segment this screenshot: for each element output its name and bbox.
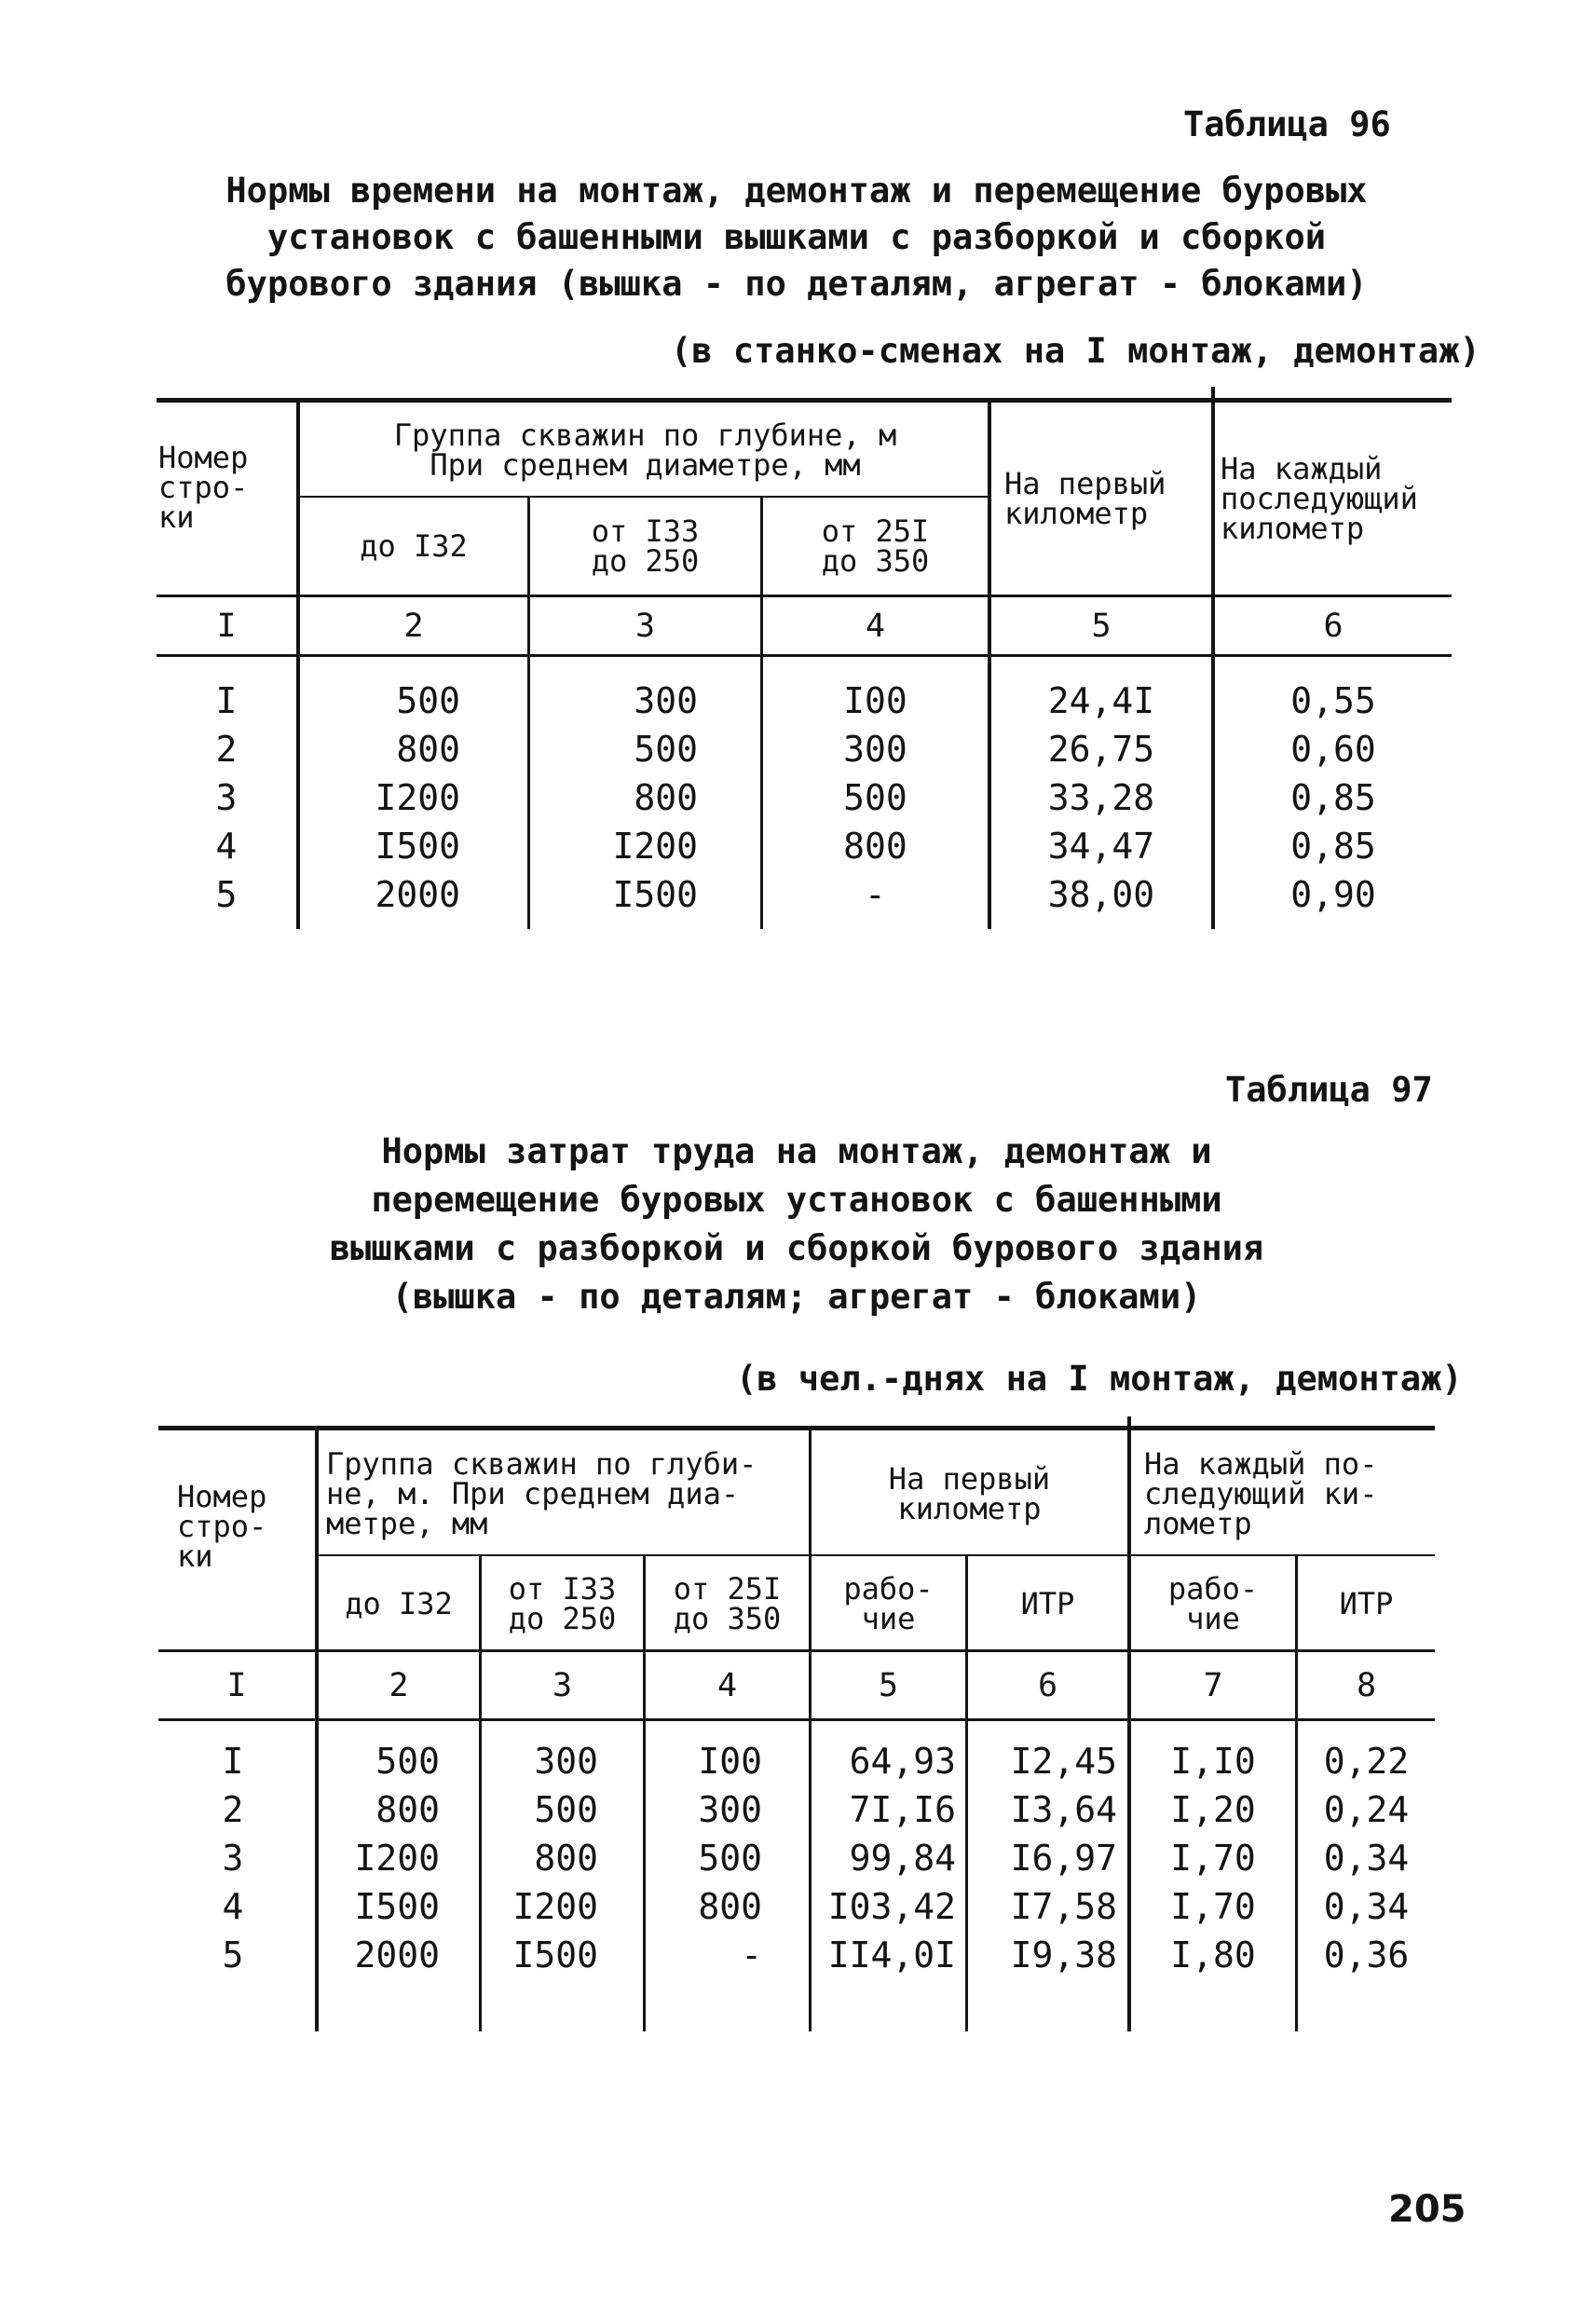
table96-header-each-next-km: На каждый последующий километр: [1221, 451, 1418, 546]
table-cell: 800: [634, 777, 698, 818]
table-cell: 4: [222, 1886, 244, 1927]
table97-colnum-1: I: [226, 1666, 247, 1704]
table-row: [0, 1882, 1596, 1931]
table96-header-row-number: Номер стро- ки: [158, 440, 249, 535]
table96-header-sub-3: от 25I до 350: [821, 513, 930, 579]
table-cell: 3: [222, 1838, 244, 1879]
table-cell: 0,24: [1323, 1789, 1410, 1830]
table97-unit-note: (в чел.-днях на I монтаж, демонтаж): [736, 1359, 1463, 1399]
table-cell: 800: [843, 826, 907, 867]
table-cell: 800: [396, 729, 460, 770]
table96-title-line: Нормы времени на монтаж, демонтаж и перемещение буровых: [225, 171, 1368, 211]
table-cell: 0,34: [1323, 1838, 1410, 1879]
table-cell: I00: [843, 680, 907, 721]
table-cell: I200: [612, 826, 698, 867]
table-cell: I500: [512, 1935, 598, 1976]
table-cell: 5: [222, 1935, 244, 1976]
table-cell: 5: [215, 874, 238, 915]
table-cell: 24,4I: [1047, 680, 1155, 721]
table97-header-sub-3: от 25I до 350: [673, 1571, 782, 1636]
table-row: [0, 1785, 1596, 1834]
table-cell: I03,42: [827, 1886, 956, 1927]
table-cell: 500: [396, 680, 460, 721]
table97-colnum-6: 6: [1037, 1666, 1058, 1704]
table-cell: 7I,I6: [849, 1789, 956, 1830]
table97-colnum-4: 4: [716, 1666, 738, 1704]
table-cell: 0,85: [1290, 777, 1376, 818]
table-cell: 800: [698, 1886, 762, 1927]
table-cell: 500: [843, 777, 907, 818]
table-cell: 4: [215, 826, 238, 867]
table97-colnum-5: 5: [878, 1666, 899, 1704]
table-row: [0, 1737, 1596, 1785]
table-cell: 0,34: [1323, 1886, 1410, 1927]
table-cell: 500: [634, 729, 698, 770]
table97-header-each-next-km: На каждый по- следующий ки- лометр: [1144, 1445, 1378, 1541]
table97-header-itr-2: ИТР: [1339, 1586, 1394, 1621]
table97-header-workers-1: рабо- чие: [843, 1571, 934, 1636]
table97-colnum-2: 2: [389, 1666, 409, 1704]
table-cell: I7,58: [1010, 1886, 1117, 1927]
table97-header-sub-2: от I33 до 250: [508, 1571, 617, 1636]
table-cell: I2,45: [1010, 1741, 1117, 1782]
page-number: 205: [1388, 2188, 1466, 2231]
table97-colnum-7: 7: [1203, 1666, 1223, 1704]
table96-title-line: бурового здания (вышка - по деталям, агрегат - блоками): [225, 264, 1368, 304]
table-row: [0, 1834, 1596, 1882]
table-cell: 500: [698, 1838, 762, 1879]
table-cell: 33,28: [1047, 777, 1155, 818]
table-cell: 0,55: [1290, 680, 1376, 721]
table-cell: 500: [375, 1741, 440, 1782]
table-cell: I,I0: [1170, 1741, 1256, 1782]
table-row: [0, 870, 1596, 919]
table96-header-depth-group: Группа скважин по глубине, м При среднем диаметре, мм: [393, 417, 897, 483]
table97-body: [0, 1737, 1596, 1979]
table-row: [0, 1931, 1596, 1979]
table-cell: 38,00: [1047, 874, 1155, 915]
table-cell: I,70: [1170, 1886, 1256, 1927]
table96-unit-note: (в станко-сменах на I монтаж, демонтаж): [671, 331, 1480, 371]
table-cell: I200: [375, 777, 460, 818]
table96-title-line: установок с башенными вышками с разборкой и сборкой: [266, 217, 1327, 257]
table-cell: I9,38: [1010, 1935, 1117, 1976]
table-cell: 0,36: [1323, 1935, 1410, 1976]
table-cell: I500: [612, 874, 698, 915]
table96-title: [186, 168, 1407, 308]
table-cell: I00: [698, 1741, 762, 1782]
table-cell: I200: [512, 1886, 598, 1927]
table96-header-sub-1: до I32: [360, 528, 468, 564]
table97-header-itr-1: ИТР: [1020, 1586, 1075, 1621]
table96-colnum-1: I: [216, 607, 237, 645]
table-cell: I500: [375, 826, 460, 867]
table-cell: 2000: [375, 874, 460, 915]
table-cell: II4,0I: [827, 1935, 956, 1976]
table-cell: I,70: [1170, 1838, 1256, 1879]
table-cell: I200: [354, 1838, 440, 1879]
table97-colnum-3: 3: [552, 1666, 573, 1704]
table-cell: 300: [843, 729, 907, 770]
table-cell: 0,90: [1290, 874, 1376, 915]
table-cell: 300: [634, 680, 698, 721]
table-cell: 500: [534, 1789, 598, 1830]
table-cell: 800: [534, 1838, 598, 1879]
table96-colnum-2: 2: [403, 607, 424, 645]
table96-header-first-km: На первый километр: [1004, 466, 1166, 531]
table-cell: 0,85: [1290, 826, 1376, 867]
table96-colnum-5: 5: [1091, 607, 1112, 645]
table-cell: I500: [354, 1886, 440, 1927]
table96-label: Таблица 96: [1183, 104, 1391, 144]
table-cell: 800: [375, 1789, 440, 1830]
table-cell: 26,75: [1047, 729, 1155, 770]
table-cell: I: [222, 1741, 244, 1782]
table96-colnum-3: 3: [634, 607, 656, 645]
table-cell: 0,22: [1323, 1741, 1410, 1782]
table-cell: 2000: [354, 1935, 440, 1976]
table-cell: 64,93: [849, 1741, 956, 1782]
table97-header-sub-1: до I32: [345, 1586, 453, 1621]
table-cell: 300: [698, 1789, 762, 1830]
table-cell: I6,97: [1010, 1838, 1117, 1879]
table-cell: -: [741, 1935, 762, 1976]
table96-colnum-6: 6: [1323, 607, 1344, 645]
table97-colnum-8: 8: [1356, 1666, 1377, 1704]
table97-title-line: Нормы затрат труда на монтаж, демонтаж и: [381, 1131, 1212, 1171]
table-row: [0, 822, 1596, 870]
table97-title-line: перемещение буровых установок с башенными: [371, 1180, 1222, 1220]
table97-header-first-km: На первый километр: [888, 1460, 1051, 1526]
table97-header-depth-group: Группа скважин по глуби- не, м. При среднем диа- метре, мм: [326, 1445, 757, 1541]
table-cell: 99,84: [849, 1838, 956, 1879]
table-row: [0, 677, 1596, 725]
table-cell: I: [215, 680, 238, 721]
table-row: [0, 725, 1596, 773]
table-cell: 2: [222, 1789, 244, 1830]
table-cell: 300: [534, 1741, 598, 1782]
table96-body: [0, 677, 1596, 919]
table97-header-workers-2: рабо- чие: [1167, 1571, 1259, 1636]
table-row: [0, 773, 1596, 822]
table-cell: 0,60: [1290, 729, 1376, 770]
table96-header-sub-2: от I33 до 250: [591, 513, 700, 579]
table-cell: I,20: [1170, 1789, 1256, 1830]
table97-title-line: вышками с разборкой и сборкой бурового здания: [329, 1228, 1264, 1268]
table97-title-line: (вышка - по деталям; агрегат - блоками): [391, 1277, 1202, 1317]
table-cell: 3: [215, 777, 238, 818]
table-cell: 34,47: [1047, 826, 1155, 867]
table-cell: 2: [215, 729, 238, 770]
table-cell: I,80: [1170, 1935, 1256, 1976]
table-cell: -: [865, 874, 886, 915]
table97-header-row-number: Номер стро- ки: [177, 1479, 267, 1574]
table96-colnum-4: 4: [865, 607, 886, 645]
table-cell: I3,64: [1010, 1789, 1117, 1830]
table97-title: [261, 1128, 1332, 1321]
table97-label: Таблица 97: [1225, 1070, 1433, 1110]
